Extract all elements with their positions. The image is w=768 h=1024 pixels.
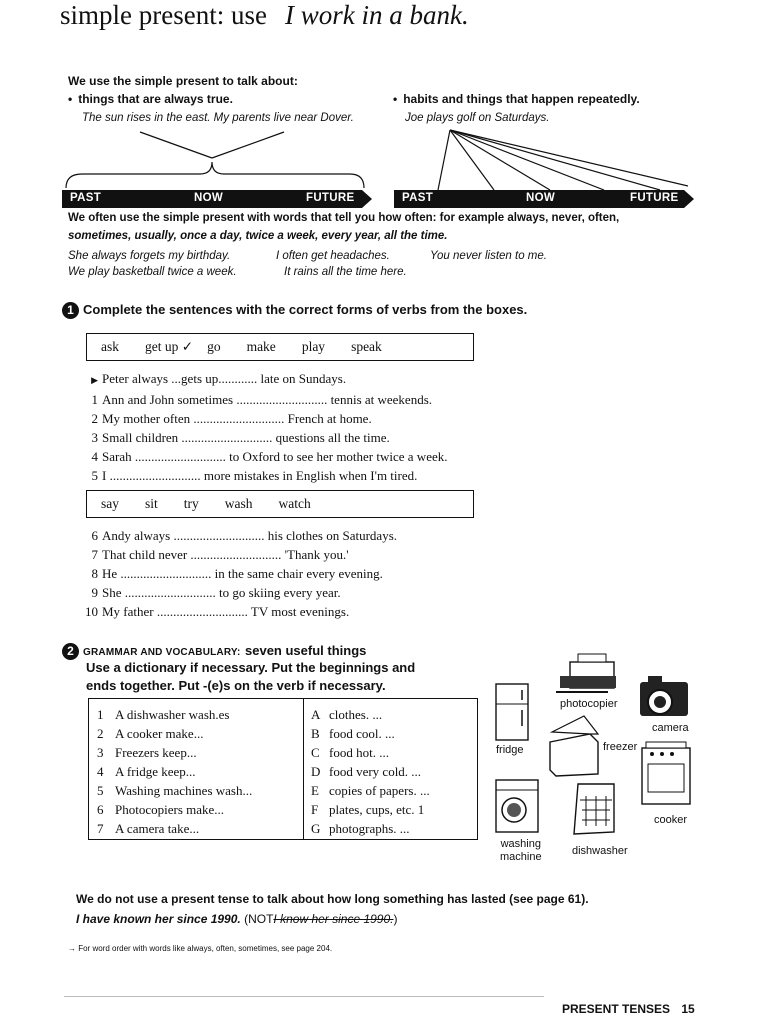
section-footer xyxy=(562,1002,695,1016)
word-order-note: → For word order with words like always, often, sometimes, see page 204. xyxy=(68,944,333,953)
verb-word: make xyxy=(246,339,276,354)
camera-label: camera xyxy=(652,722,689,734)
sentence-number: 1 xyxy=(91,392,98,407)
page-title xyxy=(60,0,469,31)
sentence-number: 3 xyxy=(91,430,98,445)
verb-box-2 xyxy=(86,490,474,518)
washing-machine-icon xyxy=(496,780,538,832)
example-sentence: She always forgets my birthday. xyxy=(68,250,231,262)
sentence-number: 6 xyxy=(91,528,98,543)
beginning-item: 6 Photocopiers make... xyxy=(97,802,225,817)
cooker-label: cooker xyxy=(654,814,688,826)
timeline-diagram xyxy=(60,126,700,190)
freezer-label: freezer xyxy=(603,741,638,753)
ending-item: E copies of papers. ... xyxy=(311,783,430,798)
exercise-sentence xyxy=(82,369,448,390)
verb-word: go xyxy=(207,339,221,354)
footer-note-1: We do not use a present tense to talk about how long something has lasted (see page 61). xyxy=(76,892,589,906)
verb-box-1 xyxy=(86,333,474,361)
timeline-past: PAST xyxy=(70,192,102,204)
ending-item: A clothes. ... xyxy=(311,707,383,722)
washing-machine-label: washing machine xyxy=(500,838,542,863)
freezer-icon xyxy=(550,716,598,776)
photocopier-icon xyxy=(556,654,616,692)
title-main: simple present: use xyxy=(60,0,267,30)
footer-note-2: I have known her since 1990. (NOTI know her since 1990.) xyxy=(76,912,398,926)
example-sentence: You never listen to me. xyxy=(430,250,547,262)
title-example: I work in a bank. xyxy=(284,0,469,30)
frequency-rule-1: We often use the simple present with words that tell you how often: for example always, never, often, xyxy=(68,212,620,224)
verb-word: wash xyxy=(224,496,253,511)
sentence-text: Ann and John sometimes ............................ tennis at weekends. xyxy=(102,392,433,407)
photocopier-label: photocopier xyxy=(560,698,618,710)
right-example: Joe plays golf on Saturdays. xyxy=(405,112,550,124)
exercise-sentence xyxy=(82,545,397,564)
endings-column xyxy=(311,705,430,838)
exercise-sentence xyxy=(82,583,397,602)
timeline-now: NOW xyxy=(526,192,556,204)
example-sentence: I often get headaches. xyxy=(276,250,390,262)
exercise-2-instructions-1: Use a dictionary if necessary. Put the beginnings and xyxy=(86,660,416,675)
exercise-1-heading xyxy=(62,302,527,319)
example-sentence: It rains all the time here. xyxy=(284,266,407,278)
sentence-number: 5 xyxy=(91,468,98,483)
camera-icon xyxy=(640,676,688,716)
ending-item: G photographs. ... xyxy=(311,821,410,836)
sentence-text: Andy always ............................ his clothes on Saturdays. xyxy=(102,528,398,543)
section-name: PRESENT TENSES xyxy=(562,1002,671,1016)
sentence-text: Sarah ............................ to Oxford to see her mother twice a week. xyxy=(102,449,448,464)
sentence-text: Peter always ...gets up............ late on Sundays. xyxy=(102,371,347,386)
cooker-icon xyxy=(642,742,690,804)
sentence-number: ▶ xyxy=(91,375,98,385)
sentence-text: Small children ............................ questions all the time. xyxy=(102,430,390,445)
verb-word: try xyxy=(183,496,199,511)
beginning-item: 7 A camera take... xyxy=(97,821,200,836)
exercise-sentence xyxy=(82,602,397,621)
timeline-right-arrow xyxy=(684,190,694,208)
timeline-left xyxy=(62,190,362,208)
sentence-text: That child never ............................ 'Thank you.' xyxy=(102,547,349,562)
fridge-icon xyxy=(496,684,528,740)
exercise-2-title: seven useful things xyxy=(245,643,367,658)
exercise-sentence xyxy=(82,526,397,545)
example-sentence: We play basketball twice a week. xyxy=(68,266,237,278)
exercise-sentence xyxy=(82,390,448,409)
fridge-label: fridge xyxy=(496,744,524,756)
beginning-item: 3 Freezers keep... xyxy=(97,745,197,760)
exercise-sentence xyxy=(82,564,397,583)
exercise-sentence xyxy=(82,447,448,466)
sentence-text: My mother often ............................ French at home. xyxy=(102,411,372,426)
matching-box xyxy=(88,698,478,840)
beginnings-column xyxy=(97,705,252,838)
beginning-item: 1 A dishwasher wash.es xyxy=(97,707,230,722)
exercise-2-heading xyxy=(62,642,366,660)
timeline-past: PAST xyxy=(402,192,434,204)
exercise-2-instructions-2: ends together. Put -(e)s on the verb if necessary. xyxy=(86,678,386,693)
sentence-number: 7 xyxy=(91,547,98,562)
exercise-1-heading-text: Complete the sentences with the correct forms of verbs from the boxes. xyxy=(83,302,528,317)
verb-word: sit xyxy=(145,496,158,511)
sentence-text: He ............................ in the same chair every evening. xyxy=(102,566,383,581)
verb-word: ask xyxy=(101,339,119,354)
ending-item: C food hot. ... xyxy=(311,745,389,760)
page-number: 15 xyxy=(681,1002,695,1016)
exercise-2-label: GRAMMAR AND VOCABULARY: xyxy=(83,647,241,658)
sentence-number: 2 xyxy=(91,411,98,426)
timeline-right xyxy=(394,190,684,208)
exercise-1-list-a xyxy=(82,369,448,485)
footer-divider xyxy=(64,996,544,997)
verb-word: watch xyxy=(278,496,311,511)
frequency-rule-2: sometimes, usually, once a day, twice a week, every year, all the time. xyxy=(68,230,448,242)
matching-divider xyxy=(303,699,304,839)
timeline-now: NOW xyxy=(194,192,224,204)
exercise-sentence xyxy=(82,428,448,447)
verb-word: get up ✓ xyxy=(145,339,194,354)
beginning-item: 5 Washing machines wash... xyxy=(97,783,253,798)
dishwasher-icon xyxy=(574,784,614,834)
left-bullet: • things that are always true. xyxy=(68,92,233,106)
ending-item: B food cool. ... xyxy=(311,726,395,741)
beginning-item: 4 A fridge keep... xyxy=(97,764,196,779)
left-example: The sun rises in the east. My parents live near Dover. xyxy=(82,112,354,124)
verb-word: play xyxy=(301,339,326,354)
beginning-item: 2 A cooker make... xyxy=(97,726,204,741)
verb-word: speak xyxy=(351,339,382,354)
exercise-sentence xyxy=(82,409,448,428)
exercise-number-badge: 2 xyxy=(62,643,79,660)
sentence-number: 8 xyxy=(91,566,98,581)
intro-lead: We use the simple present to talk about: xyxy=(68,74,298,88)
right-bullet: • habits and things that happen repeatedly. xyxy=(393,92,640,106)
sentence-number: 9 xyxy=(91,585,98,600)
timeline-future: FUTURE xyxy=(630,192,679,204)
exercise-number-badge: 1 xyxy=(62,302,79,319)
exercise-1-list-b xyxy=(82,526,397,621)
sentence-number: 4 xyxy=(91,449,98,464)
timeline-future: FUTURE xyxy=(306,192,355,204)
ending-item: F plates, cups, etc. 1 xyxy=(311,802,425,817)
verb-word: say xyxy=(101,496,119,511)
exercise-sentence xyxy=(82,466,448,485)
dishwasher-label: dishwasher xyxy=(572,845,628,857)
ending-item: D food very cold. ... xyxy=(311,764,422,779)
timeline-left-arrow xyxy=(362,190,372,208)
sentence-text: My father ............................ TV most evenings. xyxy=(102,604,350,619)
sentence-text: She ............................ to go skiing every year. xyxy=(102,585,341,600)
sentence-text: I ............................ more mistakes in English when I'm tired. xyxy=(102,468,418,483)
sentence-number: 10 xyxy=(85,604,98,619)
